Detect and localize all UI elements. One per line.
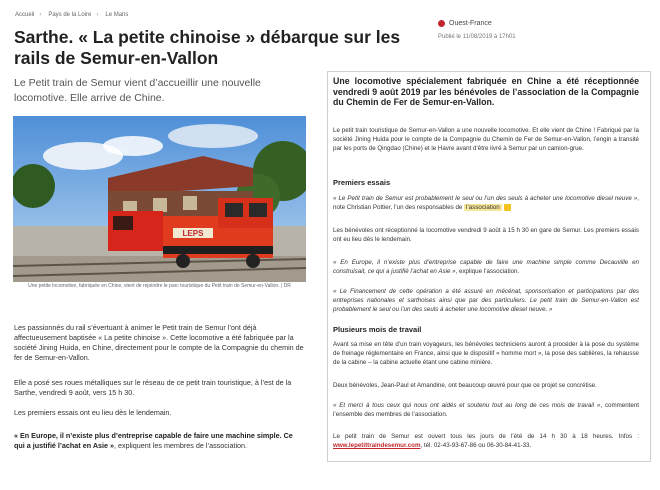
publish-date: Publié le 11/08/2019 à 17h01: [438, 34, 516, 40]
source-info: [438, 20, 492, 27]
locomotive-plate: LEPS: [182, 229, 204, 238]
left-paragraph-4: [14, 431, 304, 451]
excerpt-quote-3: [333, 287, 639, 314]
article-photo: [13, 116, 306, 282]
quote-1-attribution: , note Christian Pottier, l’un des responsables de: [333, 195, 639, 211]
excerpt-paragraph-4: Deux bénévoles, Jean-Paul et Amandine, ont beaucoup œuvré pour que ce projet se concrétise.: [333, 382, 597, 389]
phone-numbers: , tél. 02-43-93-67-86 ou 06-30-84-41-33.: [420, 442, 532, 449]
excerpt-paragraph-5: [333, 432, 639, 450]
quote-4-attribution: , commentent l’ensemble des membres de l’association.: [333, 402, 639, 418]
website-link[interactable]: www.lepetittraindesemur.com: [333, 442, 421, 449]
quote-2-attribution: , explique l’association.: [455, 268, 520, 275]
excerpt-paragraph-2: Les bénévoles ont réceptionné la locomotive vendredi 9 août à 15 h 30 en gare de Semur. Les premiers essais ont eu lieu dès le lendemain.: [333, 227, 639, 243]
excerpt-quote-2: [333, 258, 639, 276]
left-quote: « En Europe, il n’existe plus d’entreprise capable de faire une machine simple. Ce qui a justifié l’achat en Asie »: [14, 431, 293, 450]
breadcrumb: [15, 12, 128, 18]
quote-2-text: « En Europe, il n’existe plus d’entreprise capable de faire une machine simple comme Decauville en construisait, ce qui a justifié l’achat en Asie »: [333, 259, 639, 275]
quote-3-text: « Le Financement de cette opération a été assuré en mécénat, sponsorisation et participations par des entreprises nationales et sarthoises ainsi que par des particuliers. Le petit train de Semur-en-Vallon est probablement le seul ou l’un des seuls à acheter une locomotive diesel neuve. »: [333, 288, 639, 313]
left-paragraph-1: Les passionnés du rail s’évertuant à animer le Petit train de Semur l’ont déjà affectueusement baptisée « La petite chinoise ». Cette locomotive a été fabriquée par la société Jining Huida, en Chine, directement pour le compte de la Compagnie du chemin de fer de Semur-en-Vallon.: [14, 323, 304, 362]
breadcrumb-item-region[interactable]: › Pays de la Loire: [48, 12, 91, 18]
page-title: Sarthe. « La petite chinoise » débarque sur les rails de Semur-en-Vallon: [14, 27, 401, 68]
breadcrumb-item-home[interactable]: Accueil: [15, 12, 35, 18]
excerpt-quote-1: [333, 194, 639, 212]
source-name[interactable]: Ouest-France: [449, 20, 492, 27]
quote-1-text: « Le Petit train de Semur est probablement le seul ou l’un des seuls à acheter une locomotive diesel neuve »: [333, 195, 638, 202]
excerpt-paragraph-1: Le petit train touristique de Semur-en-Vallon a une nouvelle locomotive. Et elle vient de Chine ! Fabriqué par la société Jining Huida pour le compte de la Compagnie du Chemin de Fer de Semur-en-Vallon, l’engin a transité par les ports de Qingdao (Chine) et le Havre avant d’être livré à Semur par un camion-grue.: [333, 127, 639, 152]
article-subtitle: Le Petit train de Semur vient d’accueillir une nouvelle locomotive. Elle arrive de Chine.: [14, 77, 261, 104]
opening-hours-text: Le petit train de Semur est ouvert tous les jours de l’été de 14 h 30 à 18 heures. Infos :: [333, 433, 639, 440]
left-paragraph-3: Les premiers essais ont eu lieu dès le lendemain.: [14, 408, 172, 417]
left-paragraph-2: Elle a posé ses roues métalliques sur le réseau de ce petit train touristique, à l’est de la Sarthe, vendredi 9 août, vers 15 h 30.: [14, 378, 292, 397]
source-logo-icon: [438, 20, 445, 27]
excerpt-paragraph-3: Avant sa mise en tête d’un train voyageurs, les bénévoles techniciens auront à procéder à la pose du système de freinage réglementaire en France, ainsi que le dispositif « homme mort », la pose des sablières, la rehausse de la cabine – la cabine actuelle étant une cabine minière.: [333, 341, 639, 366]
excerpt-lead: Une locomotive spécialement fabriquée en Chine a été réceptionnée vendredi 9 août 2019 par les bénévoles de l’association de la Compagnie du Chemin de Fer de Semur-en-Vallon.: [333, 76, 639, 107]
association-highlight[interactable]: l’association: [466, 204, 500, 211]
section-heading-plusieurs-mois: Plusieurs mois de travail: [333, 325, 422, 334]
excerpt-quote-4: [333, 401, 639, 419]
highlight-marker-icon: [504, 204, 511, 211]
left-quote-attribution: , expliquent les membres de l’association.: [114, 441, 248, 450]
section-heading-premiers-essais: Premiers essais: [333, 178, 391, 187]
photo-caption: Une petite locomotive, fabriquée en Chine, vient de rejoindre le parc touristique du Petit train de Semur-en-Vallon. | DR: [28, 283, 291, 289]
quote-4-text: « Et merci à tous ceux qui nous ont aidés et soutenu tout au long de ces mois de travail »: [333, 402, 601, 409]
breadcrumb-item-city[interactable]: › Le Mans: [105, 12, 128, 18]
